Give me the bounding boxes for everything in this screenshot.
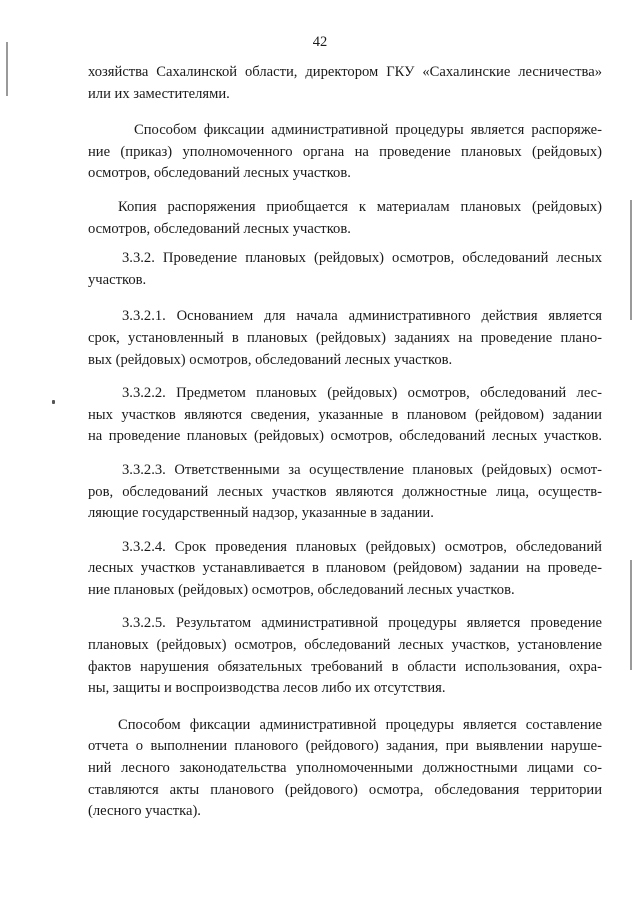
text-line: ных участков являются сведения, указанные в плановом (рейдовом) задании bbox=[88, 406, 602, 423]
text-line: 3.3.2.5. Результатом административной процедуры является проведение bbox=[122, 615, 602, 632]
text-line: плановых (рейдовых) осмотров, обследований лесных участков, установление bbox=[88, 637, 602, 654]
text-line: на проведение плановых (рейдовых) осмотров, обследований лесных участков. bbox=[88, 428, 602, 445]
text-line: Копия распоряжения приобщается к материалам плановых (рейдовых) bbox=[118, 198, 602, 215]
paragraph-fixation-method bbox=[88, 120, 602, 185]
scan-edge-mark bbox=[630, 560, 632, 670]
text-line: ставляются акты планового (рейдового) осмотра, обследования территории bbox=[88, 781, 602, 798]
paragraph-continuation bbox=[88, 62, 602, 105]
text-line: Способом фиксации административной процедуры является распоряже- bbox=[134, 122, 602, 139]
text-line: ний лесного законодательства уполномоченными должностными лицами со- bbox=[88, 760, 602, 777]
paragraph-section-3-3-2 bbox=[88, 248, 602, 291]
text-line: или их заместителями. bbox=[88, 85, 230, 102]
text-line: 3.3.2.4. Срок проведения плановых (рейдовых) осмотров, обследований bbox=[122, 538, 602, 555]
text-line: ляющие государственный надзор, указанные в задании. bbox=[88, 505, 434, 522]
text-line: Способом фиксации административной процедуры является составление bbox=[118, 716, 602, 733]
page-number: 42 bbox=[312, 34, 328, 50]
scan-speck bbox=[52, 400, 55, 404]
paragraph-section-3-3-2-3 bbox=[88, 460, 602, 525]
scan-edge-mark bbox=[630, 200, 632, 320]
text-line: отчета о выполнении планового (рейдового) задания, при выявлении наруше- bbox=[88, 738, 602, 755]
text-line: фактов нарушения обязательных требований в области использования, охра- bbox=[88, 658, 602, 675]
paragraph-section-3-3-2-4 bbox=[88, 537, 602, 602]
text-line: хозяйства Сахалинской области, директором ГКУ «Сахалинские лесничества» bbox=[88, 64, 602, 80]
paragraph-section-3-3-2-2 bbox=[88, 383, 602, 448]
text-line: осмотров, обследований лесных участков. bbox=[88, 165, 351, 182]
text-line: 3.3.2.3. Ответственными за осуществление плановых (рейдовых) осмот- bbox=[122, 461, 602, 478]
text-line: ров, обследований лесных участков являются должностные лица, осуществ- bbox=[88, 483, 602, 500]
text-line: ние (приказ) уполномоченного органа на проведение плановых (рейдовых) bbox=[88, 143, 602, 160]
text-line: участков. bbox=[88, 271, 147, 288]
text-line: 3.3.2. Проведение плановых (рейдовых) осмотров, обследований лесных bbox=[122, 250, 602, 267]
document-body bbox=[88, 62, 602, 823]
text-line: лесных участков устанавливается в плановом (рейдовом) задании на проведе- bbox=[88, 560, 602, 577]
paragraph-section-3-3-2-1 bbox=[88, 306, 602, 371]
text-line: ны, защиты и воспроизводства лесов либо их отсутствия. bbox=[88, 680, 446, 697]
paragraph-fixation-method bbox=[88, 715, 602, 823]
text-line: срок, установленный в плановых (рейдовых) заданиях на проведение плано- bbox=[88, 329, 602, 346]
text-line: вых (рейдовых) осмотров, обследований лесных участков. bbox=[88, 351, 453, 368]
text-line: ние плановых (рейдовых) осмотров, обследований лесных участков. bbox=[88, 581, 515, 598]
paragraph-copy-attachment bbox=[88, 197, 602, 240]
text-line: осмотров, обследований лесных участков. bbox=[88, 220, 351, 237]
text-line: 3.3.2.2. Предметом плановых (рейдовых) осмотров, обследований лес- bbox=[122, 385, 602, 402]
text-line: 3.3.2.1. Основанием для начала административного действия является bbox=[122, 308, 602, 325]
text-line: (лесного участка). bbox=[88, 803, 201, 820]
paragraph-section-3-3-2-5 bbox=[88, 613, 602, 699]
